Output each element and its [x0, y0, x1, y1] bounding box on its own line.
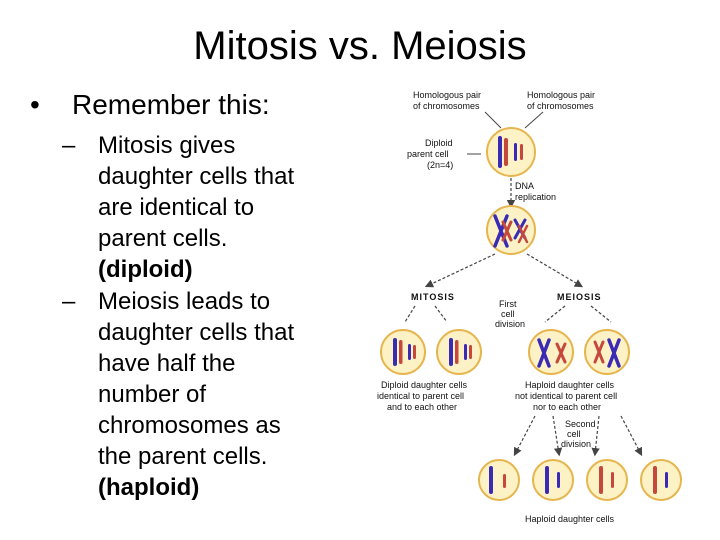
- label-homologous-left-2: of chromosomes: [413, 101, 480, 111]
- sub-bullet-emphasis: (haploid): [98, 474, 200, 501]
- label-second-division-2: cell: [567, 429, 581, 439]
- bullet-marker: •: [30, 89, 40, 120]
- replicated-cell: [487, 206, 535, 254]
- sub-bullet-line: parent cells.: [98, 225, 228, 252]
- diploid-daughter-cell-1: [381, 330, 425, 374]
- label-second-division-3: division: [561, 439, 592, 449]
- pointer-line-left: [485, 112, 501, 128]
- label-homologous-right-2: of chromosomes: [527, 101, 594, 111]
- meiosis-i-cell-1: [529, 330, 573, 374]
- arrows-mitosis-split: [405, 306, 447, 322]
- haploid-cell-3: [587, 460, 627, 500]
- haploid-cell-1: [479, 460, 519, 500]
- slide-title: Mitosis vs. Meiosis: [193, 24, 527, 68]
- label-homologous-right-1: Homologous pair: [527, 90, 596, 100]
- label-diploid-daughters-3: and to each other: [387, 402, 458, 412]
- label-haploid-not-identical-3: nor to each other: [533, 402, 602, 412]
- sub-bullet-dash: –: [62, 288, 76, 315]
- sub-bullet-line: chromosomes as: [98, 412, 281, 439]
- label-replication: replication: [515, 192, 557, 202]
- arrow-meiosis-ii-2: [553, 416, 559, 454]
- parent-cell: [487, 128, 535, 176]
- label-parent-cell-2: parent cell: [407, 149, 449, 159]
- label-dna: DNA: [515, 181, 535, 191]
- label-meiosis: MEIOSIS: [557, 292, 602, 302]
- meiosis-i-cell-2: [585, 330, 629, 374]
- arrow-meiosis-ii-3: [595, 416, 599, 454]
- label-parent-cell-1: Diploid: [425, 138, 453, 148]
- label-first-division-3: division: [495, 319, 526, 329]
- sub-bullet-emphasis: (diploid): [98, 256, 193, 283]
- haploid-cell-4: [641, 460, 681, 500]
- label-homologous-left-1: Homologous pair: [413, 90, 482, 100]
- sub-bullet-line: number of: [98, 381, 207, 408]
- arrow-to-meiosis: [527, 254, 581, 286]
- sub-bullet-line: daughter cells that: [98, 319, 295, 346]
- label-haploid-daughters: Haploid daughter cells: [525, 514, 615, 524]
- sub-bullet-line: have half the: [98, 350, 236, 377]
- sub-bullet-line: are identical to: [98, 194, 255, 221]
- label-first-division-1: First: [499, 299, 517, 309]
- arrow-to-mitosis: [427, 254, 495, 286]
- sub-bullet-line: the parent cells.: [98, 443, 268, 470]
- label-haploid-not-identical-2: not identical to parent cell: [515, 391, 618, 401]
- sub-bullet-line: Meiosis leads to: [98, 288, 271, 315]
- haploid-cell-2: [533, 460, 573, 500]
- sub-bullet-dash: –: [62, 132, 76, 159]
- arrows-meiosis-split: [545, 306, 611, 322]
- label-parent-cell-3: (2n=4): [427, 160, 454, 170]
- label-diploid-daughters-2: identical to parent cell: [377, 391, 465, 401]
- diploid-daughter-cell-2: [437, 330, 481, 374]
- arrow-meiosis-ii-4: [621, 416, 641, 454]
- label-haploid-not-identical-1: Haploid daughter cells: [525, 380, 615, 390]
- mitosis-meiosis-diagram: [375, 86, 705, 536]
- label-diploid-daughters-1: Diploid daughter cells: [381, 380, 468, 390]
- label-mitosis: MITOSIS: [411, 292, 455, 302]
- bullet-text: Remember this:: [72, 89, 270, 120]
- label-second-division-1: Second: [565, 419, 596, 429]
- arrow-meiosis-ii-1: [515, 416, 535, 454]
- sub-bullet-line: daughter cells that: [98, 163, 295, 190]
- pointer-line-right: [525, 112, 543, 128]
- label-first-division-2: cell: [501, 309, 515, 319]
- sub-bullet-line: Mitosis gives: [98, 132, 236, 159]
